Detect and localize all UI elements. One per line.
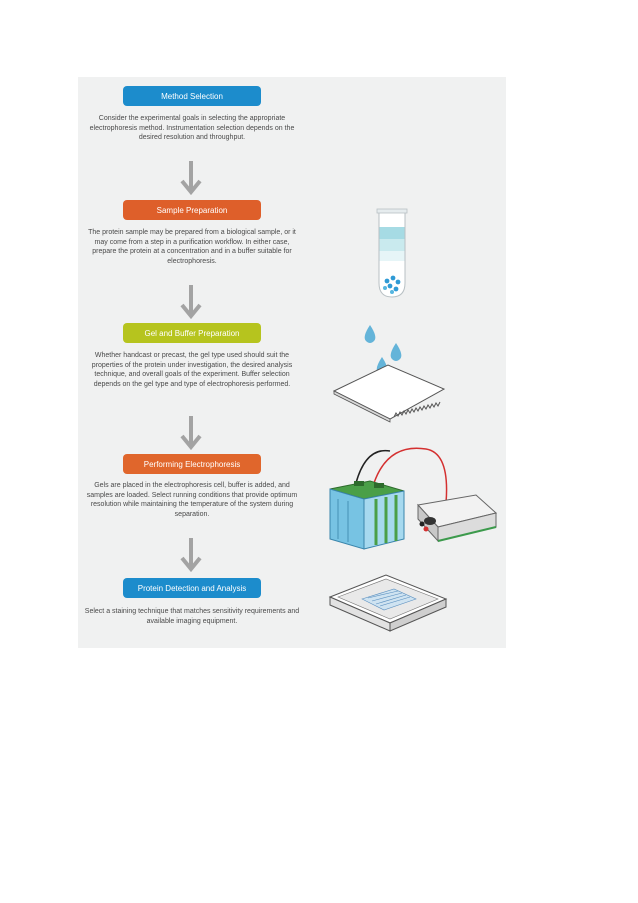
down-arrow-icon [179,416,203,452]
workflow-diagram [78,77,506,648]
protein-detection-description: Select a staining technique that matches sensitivity requirements and available imaging equipment. [84,608,300,625]
electrophoresis-cell-illustration [326,443,498,555]
sample-preparation-label: Sample Preparation [123,200,261,220]
protein-detection-label: Protein Detection and Analysis [123,578,261,598]
method-selection-description: Consider the experimental goals in selecting the appropriate electrophoresis method. Instrumentation selection depends on the desired resolution and throughput. [89,115,295,141]
down-arrow-icon [179,285,203,321]
sample-tube-illustration [372,205,412,301]
performing-electrophoresis-label: Performing Electrophoresis [123,454,261,474]
gel-and-droplets-illustration [330,325,448,423]
performing-electrophoresis-description: Gels are placed in the electrophoresis cell, buffer is added, and samples are loaded. Select running conditions that provide optimum resolution while maintaining the temperature of the system during separation. [86,482,298,518]
sample-preparation-description: The protein sample may be prepared from a biological sample, or it may come from a step in a purification workflow. In either case, prepare the protein at a concentration and in a buffer suitable for electrophoresis. [88,229,296,265]
staining-tray-illustration [328,565,448,635]
gel-buffer-preparation-description: Whether handcast or precast, the gel type used should suit the properties of the protein under investigation, the desired analysis technique, and overall goals of the experiment. Buffer selection depends on the gel type and type of electrophoresis performed. [91,352,293,388]
method-selection-label: Method Selection [123,86,261,106]
down-arrow-icon [179,538,203,574]
down-arrow-icon [179,161,203,197]
gel-buffer-preparation-label: Gel and Buffer Preparation [123,323,261,343]
